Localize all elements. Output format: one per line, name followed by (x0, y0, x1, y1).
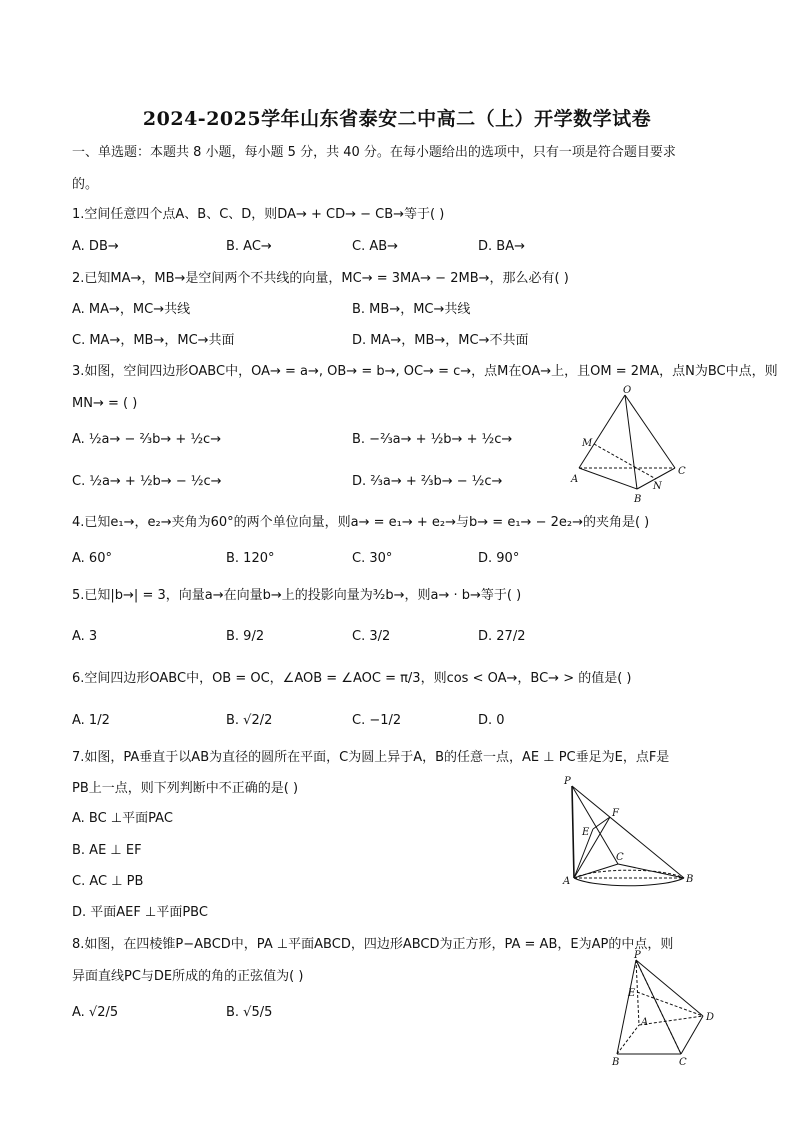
question-7-stem-line2: PB上一点，则下列判断中不正确的是( ) (72, 781, 299, 796)
question-2-option-d: D. MA→，MB→，MC→不共面 (352, 333, 529, 348)
question-3-stem-line2: MN→ = ( ) (72, 396, 138, 411)
question-7-option-b: B. AE ⊥ EF (72, 843, 142, 858)
fig8-label-a: A (641, 1017, 649, 1028)
question-8-stem-line1: 8.如图，在四棱锥P−ABCD中，PA ⊥平面ABCD，四边形ABCD为正方形，PA = AB，E为AP的中点，则 (72, 937, 674, 952)
question-4-option-a: A. 60° (72, 551, 112, 566)
question-7-option-c: C. AC ⊥ PB (72, 874, 144, 889)
question-4-stem: 4.已知e₁→，e₂→夹角为60°的两个单位向量，则a→ = e₁→ + e₂→与b→ = e₁→ − 2e₂→的夹角是( ) (72, 515, 650, 530)
question-1-stem: 1.空间任意四个点A、B、C、D，则DA→ + CD→ − CB→等于( ) (72, 207, 445, 222)
question-3-option-d: D. ⅔a→ + ⅔b→ − ½c→ (352, 474, 503, 489)
question-1-option-b: B. AC→ (226, 239, 272, 254)
fig7-label-c: C (616, 852, 624, 863)
question-1-option-c: C. AB→ (352, 239, 399, 254)
question-5-stem: 5.已知|b→| = 3，向量a→在向量b→上的投影向量为³⁄₂b→，则a→ · b→等于( ) (72, 588, 522, 603)
fig8-label-e: E (628, 988, 636, 999)
question-7-option-a: A. BC ⊥平面PAC (72, 811, 173, 826)
question-6-option-c: C. −1/2 (352, 713, 402, 728)
fig8-label-b: B (612, 1057, 620, 1068)
question-6-option-b: B. √2/2 (226, 713, 273, 728)
question-5-option-d: D. 27/2 (478, 629, 526, 644)
question-1-option-a: A. DB→ (72, 239, 119, 254)
fig7-label-b: B (686, 874, 694, 885)
fig8-label-c: C (679, 1057, 687, 1068)
section-heading-line2: 的。 (72, 177, 99, 192)
question-7-stem-line1: 7.如图，PA垂直于以AB为直径的圆所在平面，C为圆上异于A，B的任意一点，AE ⊥ PC垂足为E，点F是 (72, 750, 670, 765)
fig8-label-p: P (634, 950, 641, 961)
question-5-option-c: C. 3/2 (352, 629, 391, 644)
question-2-option-a: A. MA→，MC→共线 (72, 302, 191, 317)
question-8-option-b: B. √5/5 (226, 1005, 273, 1020)
question-2-option-c: C. MA→，MB→，MC→共面 (72, 333, 235, 348)
question-8-pyramid-figure (603, 950, 728, 1070)
fig3-label-a: A (571, 474, 579, 485)
question-6-stem: 6.空间四边形OABC中，OB = OC，∠AOB = ∠AOC = π/3，则cos < OA→，BC→ > 的值是( ) (72, 671, 632, 686)
exam-title: 2024-2025学年山东省泰安二中高二（上）开学数学试卷 (142, 108, 652, 130)
question-2-option-b: B. MB→，MC→共线 (352, 302, 471, 317)
question-2-stem: 2.已知MA→，MB→是空间两个不共线的向量，MC→ = 3MA→ − 2MB→，那么必有( ) (72, 271, 569, 286)
fig7-label-p: P (564, 776, 571, 787)
question-3-stem-line1: 3.如图，空间四边形OABC中，OA→ = a→, OB→ = b→, OC→ = c→，点M在OA→上，且OM = 2MA，点N为BC中点，则 (72, 364, 778, 379)
question-5-option-a: A. 3 (72, 629, 98, 644)
question-7-option-d: D. 平面AEF ⊥平面PBC (72, 905, 208, 920)
fig8-label-d: D (706, 1012, 715, 1023)
fig3-label-b: B (634, 494, 642, 505)
fig7-label-f: F (612, 808, 619, 819)
fig3-label-o: O (623, 385, 632, 396)
question-4-option-c: C. 30° (352, 551, 393, 566)
fig3-label-c: C (678, 466, 686, 477)
question-4-option-b: B. 120° (226, 551, 275, 566)
fig7-label-a: A (563, 876, 571, 887)
fig3-label-m: M (582, 438, 593, 449)
question-8-stem-line2: 异面直线PC与DE所成的角的正弦值为( ) (72, 969, 304, 984)
section-heading-line1: 一、单选题：本题共 8 小题，每小题 5 分，共 40 分。在每小题给出的选项中，只有一项是符合题目要求 (72, 145, 676, 160)
question-3-option-a: A. ½a→ − ⅔b→ + ½c→ (72, 432, 222, 447)
question-3-option-b: B. −⅔a→ + ½b→ + ½c→ (352, 432, 513, 447)
question-6-option-a: A. 1/2 (72, 713, 110, 728)
question-4-option-d: D. 90° (478, 551, 520, 566)
question-6-option-d: D. 0 (478, 713, 505, 728)
fig3-label-n: N (653, 481, 662, 492)
question-3-tetrahedron-figure (565, 385, 695, 505)
question-5-option-b: B. 9/2 (226, 629, 265, 644)
fig7-label-e: E (582, 827, 590, 838)
question-1-option-d: D. BA→ (478, 239, 525, 254)
question-3-option-c: C. ½a→ + ½b→ − ½c→ (72, 474, 222, 489)
question-8-option-a: A. √2/5 (72, 1005, 119, 1020)
question-7-cone-figure (558, 772, 698, 897)
